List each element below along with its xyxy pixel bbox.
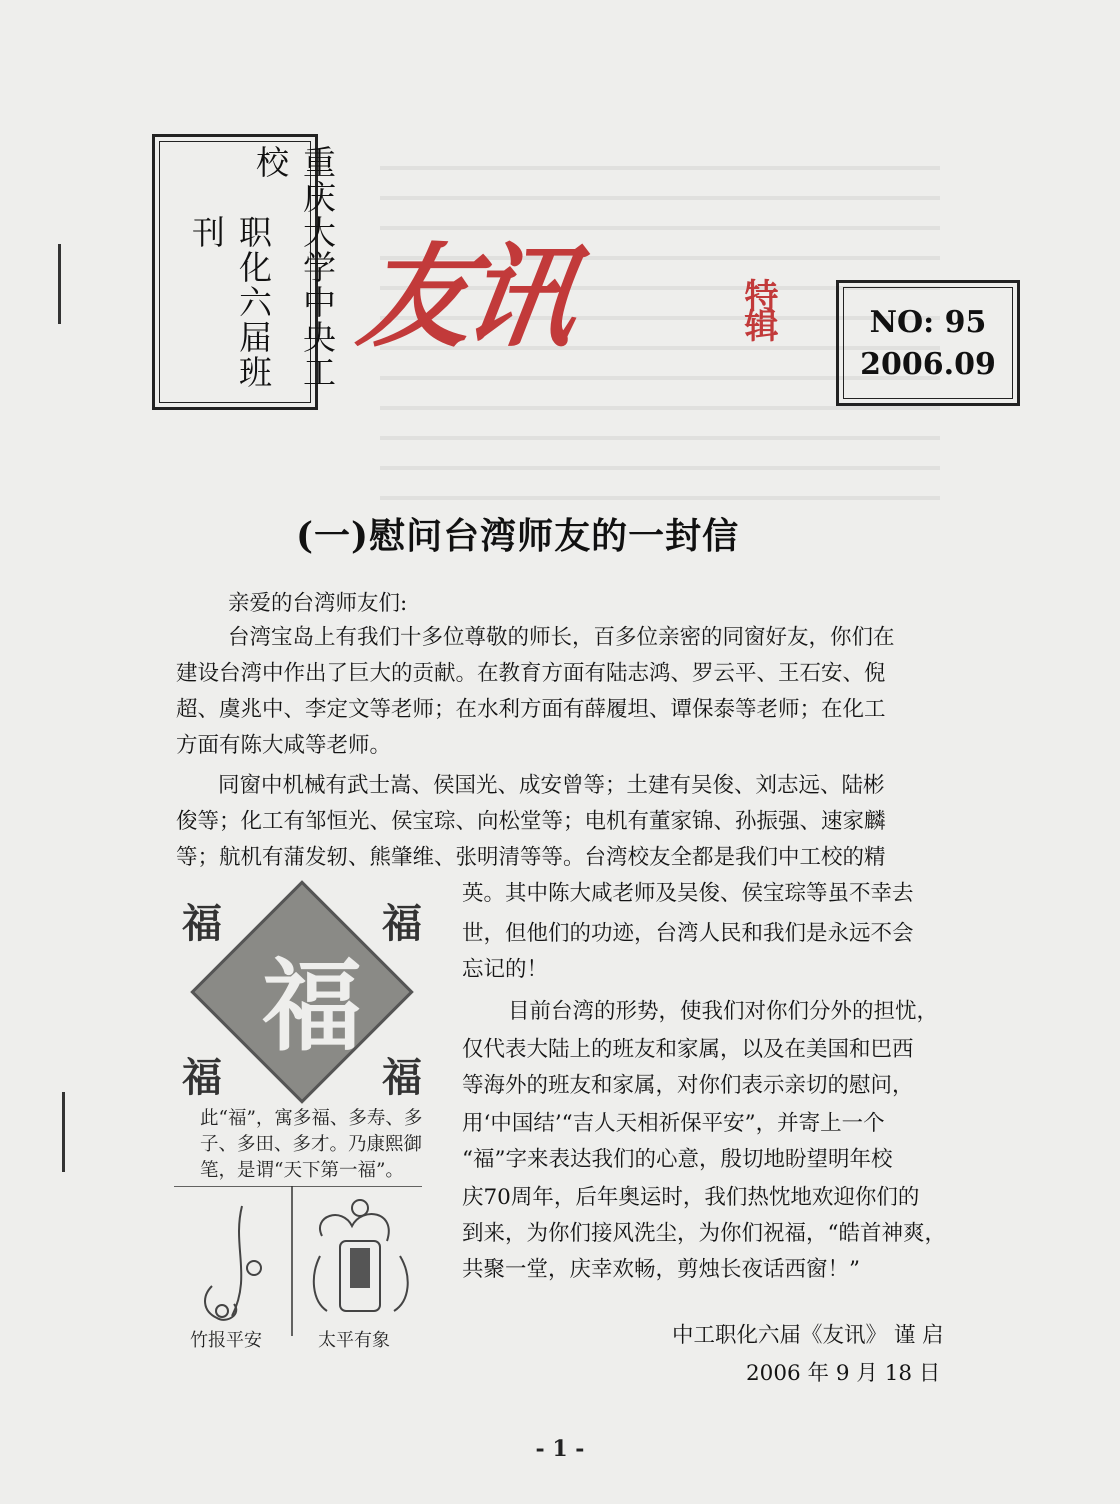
salutation: 亲爱的台湾师友们: [228,591,408,616]
fu-corner-top-right: 福 [382,900,422,947]
fu-character: 福 [262,947,362,1065]
sketch-label-left: 竹报平安 [190,1330,262,1351]
fu-corner-top-left: 福 [182,900,222,947]
logo: 友讯 [351,232,578,363]
fu-corner-bottom-right: 福 [382,1054,422,1101]
masthead-class-name: 职化六届班刊 [187,215,273,390]
body-line: “福”字来表达我们的心意，殷切地盼望明年校 [462,1147,893,1172]
fu-corner-bottom-left: 福 [182,1054,222,1101]
body-line: 等；航机有蒲发轫、熊肇维、张明清等等。台湾校友全都是我们中工校的精 [176,845,886,870]
body-line: 庆70周年，后年奥运时，我们热忱地欢迎你们的 [462,1185,920,1210]
issue-box [836,280,1020,406]
sketch-label-right: 太平有象 [318,1330,390,1351]
body-line: 到来，为你们接风洗尘，为你们祝福，“皓首神爽， [462,1221,946,1246]
body-line: 同窗中机械有武士嵩、侯国光、成安曾等；土建有吴俊、刘志远、陆彬 [218,773,885,798]
body-line: 俊等；化工有邹恒光、侯宝琮、向松堂等；电机有董家锦、孙振强、速家麟 [176,809,886,834]
issue-date: 2006.09 [860,347,996,382]
sketch-illustration [172,1186,424,1336]
logo-suffix: 特辑 [738,278,778,338]
signature-date: 2006 年 9 月 18 日 [746,1361,941,1386]
body-line: 世，但他们的功迹，台湾人民和我们是永远不会 [462,921,914,946]
body-line: 等海外的班友和家属，对你们表示亲切的慰问， [462,1073,914,1098]
issue-number: NO: 95 [869,305,987,340]
body-line: 仅代表大陆上的班友和家属，以及在美国和巴西 [462,1037,914,1062]
masthead-box [152,134,337,410]
body-line: 忘记的！ [462,957,549,982]
page-number: - 1 - [535,1436,585,1462]
body-line: 台湾宝岛上有我们十多位尊敬的师长，百多位亲密的同窗好友，你们在 [228,625,895,650]
body-line: 超、虞兆中、李定文等老师；在水利方面有薛履坦、谭保泰等老师；在化工 [176,697,886,722]
body-line: 用‘中国结’“吉人天相祈保平安”，并寄上一个 [462,1111,885,1136]
staple-bottom [62,1092,65,1172]
article-title: (一)慰问台湾师友的一封信 [296,515,740,557]
body-line: 共聚一堂，庆幸欢畅，剪烛长夜话西窗！” [462,1257,860,1282]
staple-top [58,244,61,324]
signature: 中工职化六届《友讯》 谨 启 [672,1323,944,1348]
body-line: 建设台湾中作出了巨大的贡献。在教育方面有陆志鸿、罗云平、王石安、倪 [176,661,886,686]
body-line: 英。其中陈大咸老师及吴俊、侯宝琮等虽不幸去 [462,881,914,906]
masthead-school-name: 重庆大学中央工校 [251,145,337,390]
body-line: 目前台湾的形势，使我们对你们分外的担忧， [508,999,939,1024]
body-line: 方面有陈大咸等老师。 [176,733,392,758]
fu-caption: 此“福”，寓多福、多寿、多子、多田、多才。乃康熙御笔，是谓“天下第一福”。 [200,1108,423,1181]
